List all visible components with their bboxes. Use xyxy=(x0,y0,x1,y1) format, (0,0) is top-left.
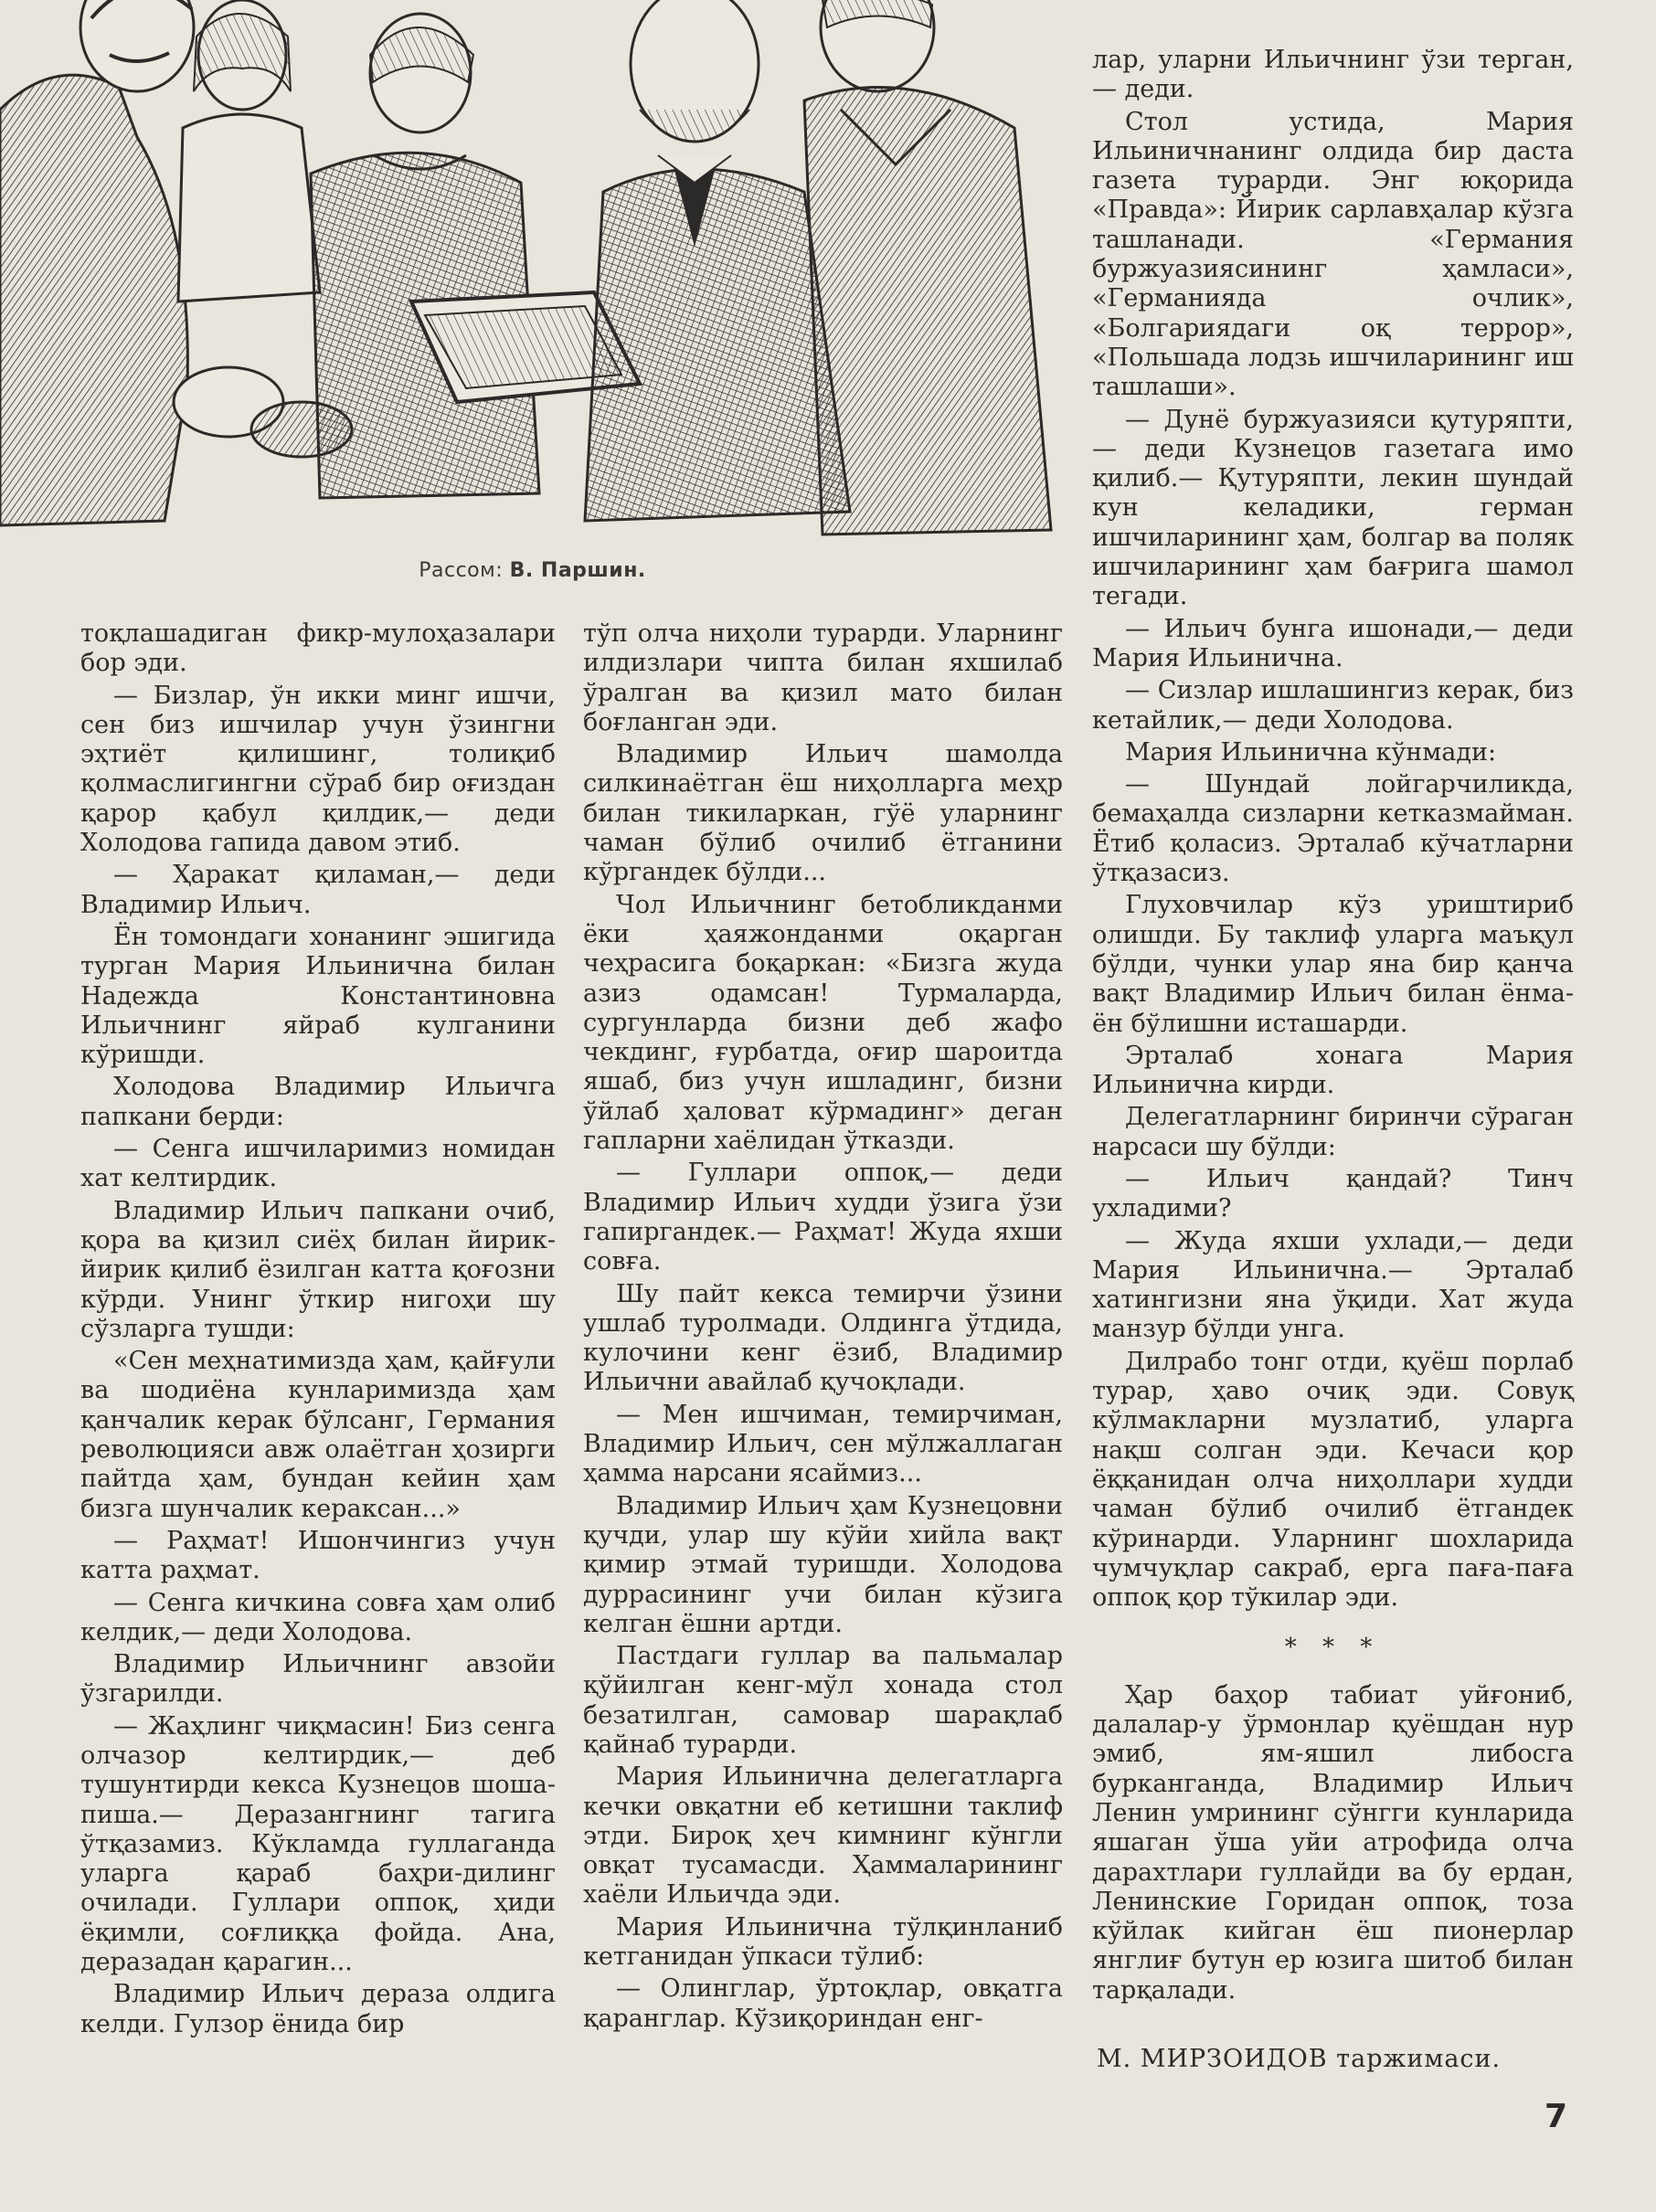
caption-artist: В. Паршин. xyxy=(509,559,646,582)
paragraph: — Ильич қандай? Тинч ухладими? xyxy=(1092,1164,1574,1223)
paragraph: — Сенга кичкина совға ҳам олиб келдик,— деди Холодова. xyxy=(80,1588,556,1646)
paragraph: — Жуда яхши ухлади,— деди Мария Ильинична.— Эрталаб хатингизни яна ўқиди. Хат жуда манзур бўлди унга. xyxy=(1092,1226,1574,1344)
paragraph: Стол устида, Мария Ильиничнанинг олдида бир даста газета турарди. Энг юқорида «Правда»: Йирик сарлавҳалар кўзга ташланади. «Германия буржуазиясининг ҳамласи», «Германияда очлик», «Болгариядаги оқ террор», «Польшада лодзь ишчиларининг иш ташлаши». xyxy=(1092,107,1574,402)
page-number: 7 xyxy=(1545,2098,1568,2135)
paragraph: — Сенга ишчиларимиз номидан хат келтирдик. xyxy=(80,1135,556,1193)
paragraph: Эрталаб хонага Мария Ильинична кирди. xyxy=(1092,1041,1574,1100)
paragraph: — Ҳаракат қиламан,— деди Владимир Ильич. xyxy=(80,861,556,919)
paragraph: «Сен меҳнатимизда ҳам, қайғули ва шодиёна кунларимизда ҳам қанчалик керак бўлсанг, Германия революцияси авж олаётган ҳозирги пайтда ҳам, бундан кейин ҳам бизга шунчалик кераксан...» xyxy=(80,1347,556,1523)
text-column-1 xyxy=(80,619,556,2042)
paragraph: Шу пайт кекса темирчи ўзини ушлаб туролмади. Олдинга ўтдида, кулочини кенг ёзиб, Владимир Ильични авайлаб қучоқлади. xyxy=(583,1279,1063,1397)
paragraph: — Ильич бунга ишонади,— деди Мария Ильинична. xyxy=(1092,614,1574,672)
paragraph: — Мен ишчиман, темирчиман, Владимир Ильич, сен мўлжаллаган ҳамма нарсани ясаймиз... xyxy=(583,1400,1063,1488)
paragraph: Владимир Ильич ҳам Кузнецовни қучди, улар шу кўйи хийла вақт қимир этмай туришди. Холодова дуррасининг учи билан кўзига келган ёшни артди. xyxy=(583,1491,1063,1638)
ink-drawing-image xyxy=(0,0,1065,539)
paragraph: — Олинглар, ўртоқлар, овқатга қаранглар. Кўзиқориндан енг- xyxy=(583,1974,1063,2033)
paragraph: — Дунё буржуазияси қутуряпти,— деди Кузнецов газетага имо қилиб.— Қутуряпти, лекин шундай кун келадики, герман ишчиларининг ҳам, болгар ва поляк ишчиларининг ҳам бағрига шамол тегади. xyxy=(1092,405,1574,611)
paragraph: лар, уларни Ильичнинг ўзи терган,— деди. xyxy=(1092,46,1574,104)
paragraph: тоқлашадиган фикр-мулоҳазалари бор эди. xyxy=(80,619,556,678)
paragraph: Мария Ильинична кўнмади: xyxy=(1125,737,1497,767)
paragraph: — Раҳмат! Ишончингиз учун катта раҳмат. xyxy=(80,1526,556,1585)
paragraph: тўп олча ниҳоли турарди. Уларнинг илдизлари чипта билан яхшилаб ўралган ва қизил мато билан боғланган эди. xyxy=(583,619,1063,736)
paragraph: — Гуллари оппоқ,— деди Владимир Ильич худди ўзига ўзи гапиргандек.— Раҳмат! Жуда яхши совға. xyxy=(583,1159,1063,1276)
text-column-2 xyxy=(583,619,1063,2037)
paragraph: Владимир Ильич папкани очиб, қора ва қизил сиёҳ билан йирик-йирик қилиб ёзилган катта қоғозни кўрди. Унинг ўткир нигоҳи шу сўзларга тушди: xyxy=(80,1196,556,1343)
illustration xyxy=(0,0,1065,539)
paragraph: Пастдаги гуллар ва пальмалар қўйилган кенг-мўл хонада стол безатилган, самовар шарақлаб қайнаб турарди. xyxy=(583,1642,1063,1759)
paragraph: — Бизлар, ўн икки минг ишчи, сен биз ишчилар учун ўзингни эҳтиёт қилишинг, толиқиб қолмаслигингни сўраб бир оғиздан қарор қабул қилдик,— деди Холодова гапида давом этиб. xyxy=(80,681,556,858)
paragraph: — Сизлар ишлашингиз керак, биз кетайлик,— деди Холодова. xyxy=(1092,676,1574,735)
paragraph: Глуховчилар кўз уриштириб олишди. Бу таклиф уларга маъқул бўлди, чунки улар яна бир қанча вақт Владимир Ильич билан ёнма-ён бўлишни исташарди. xyxy=(1092,891,1574,1038)
paragraph: Мария Ильинична делегатларга кечки овқатни еб кетишни таклиф этди. Бироқ ҳеч кимнинг кўнгли овқат тусамасди. Ҳаммаларининг хаёли Ильичда эди. xyxy=(583,1762,1063,1910)
section-divider: * * * xyxy=(1284,1634,1382,1662)
paragraph: — Шундай лойгарчиликда, бемаҳалда сизларни кетказмайман. Ётиб қоласиз. Эрталаб кўчатларни ўтқазасиз. xyxy=(1092,770,1574,888)
paragraph: Ён томондаги хонанинг эшигида турган Мария Ильинична билан Надежда Константиновна Ильичнинг яйраб кулганини кўришди. xyxy=(80,922,556,1070)
illustration-caption xyxy=(0,559,1065,582)
paragraph: Владимир Ильич шамолда силкинаётган ёш ниҳолларга меҳр билан тикиларкан, гўё уларнинг чаман бўлиб очилиб ётганини кўргандек бўлди... xyxy=(583,740,1063,887)
paragraph: Чол Ильичнинг бетобликданми ёки ҳаяжонданми оқарган чеҳрасига боқаркан: «Бизга жуда азиз одамсан! Турмаларда, сургунларда бизни деб жафо чекдинг, ғурбатда, оғир шароитда яшаб, биз учун ишладинг, бизни ўйлаб ҳаловат кўрмадинг» деган гапларни хаёлидан ўтказди. xyxy=(583,890,1063,1156)
closing-paragraph: Ҳар баҳор табиат уйғониб, далалар-у ўрмонлар қуёшдан нур эмиб, ям-яшил либосга бурканганда, Владимир Ильич Ленин умрининг сўнгги кунларида яшаган ўша уйи атрофида олча дарахтлари гуллайди ва бу ердан, Ленинские Горидан оппоқ, тоза кўйлак кийган ёш пионерлар янглиғ бутун ер юзига шитоб билан тарқалади. xyxy=(1092,1680,1574,2005)
paragraph: Мария Ильинична тўлқинланиб кетганидан ўпкаси тўлиб: xyxy=(583,1912,1063,1972)
paragraph: Холодова Владимир Ильичга папкани берди: xyxy=(80,1073,556,1131)
paragraph: Делегатларнинг биринчи сўраган нарсаси шу бўлди: xyxy=(1092,1103,1574,1161)
caption-prefix: Рассом: xyxy=(419,559,504,582)
paragraph: Дилрабо тонг отди, қуёш порлаб турар, ҳаво очиқ эди. Совуқ кўлмакларни музлатиб, уларга нақш солган эди. Кечаси қор ёққанидан олча ниҳоллари худди чаман бўлиб очилиб ётгандек кўринарди. Уларнинг шохларида чумчуқлар сакраб, ерга паға-паға оппоқ қор тўкилар эди. xyxy=(1092,1347,1574,1613)
paragraph: Владимир Ильичнинг авзойи ўзгарилди. xyxy=(80,1650,556,1709)
translator-signature: М. МИРЗОИДОВ таржимаси. xyxy=(1097,2045,1502,2073)
paragraph: Владимир Ильич дераза олдига келди. Гулзор ёнида бир xyxy=(80,1980,556,2038)
text-column-3 xyxy=(1092,46,1574,2008)
paragraph: — Жаҳлинг чиқмасин! Биз сенга олчазор келтирдик,— деб тушунтирди кекса Кузнецов шоша-пиша.— Деразангнинг тагига ўтқазамиз. Кўкламда гуллаганда уларга қараб баҳри-дилинг очилади. Гуллари оппоқ, ҳиди ёқимли, соғлиққа фойда. Ана, деразадан қарагин... xyxy=(80,1711,556,1977)
